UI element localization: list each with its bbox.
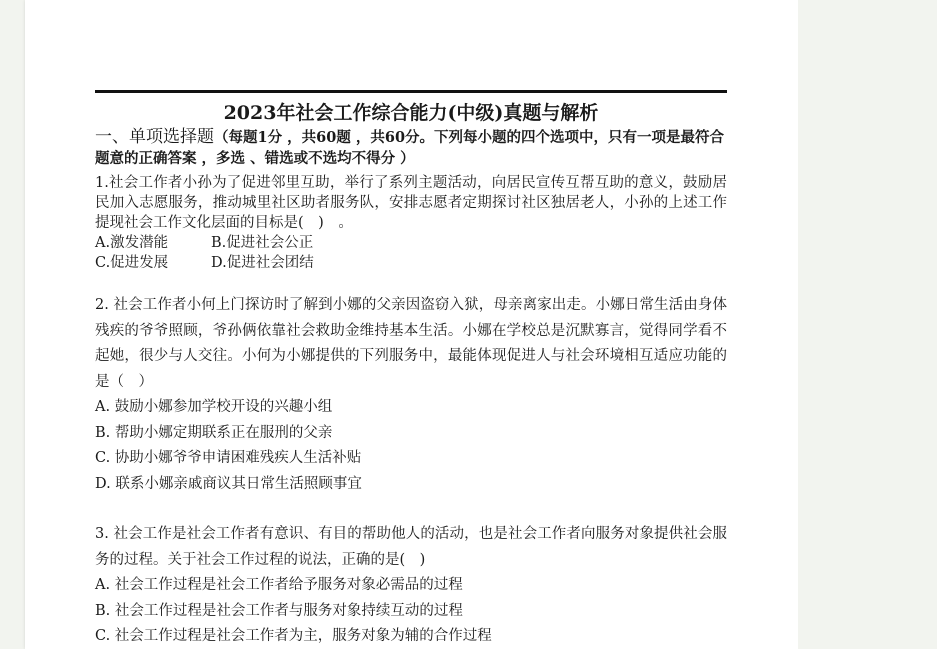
option-d: D. 联系小娜亲戚商议其日常生活照顾事宜 — [95, 475, 362, 492]
option-a: A. 鼓励小娜参加学校开设的兴趣小组 — [95, 399, 333, 415]
option-a: A. 社会工作过程是社会工作者给予服务对象必需品的过程 — [95, 577, 463, 593]
option-c: C. 协助小娜爷爷申请困难残疾人生活补贴 — [95, 450, 362, 466]
option-b: B. 帮助小娜定期联系正在服刑的父亲 — [95, 424, 333, 441]
options-row — [95, 233, 727, 253]
header-rule — [95, 90, 727, 93]
section-heading-main: 一、单项选择题 — [95, 127, 214, 147]
question-text: 2. 社会工作者小何上门探访时了解到小娜的父亲因盗窃入狱，母亲离家出走。小娜日常生活由身体残疾的爷爷照顾，爷孙俩依靠社会救助金维持基本生活。小娜在学校总是沉默寡言，觉得同学看不起她，很少与人交往。小何为小娜提供的下列服务中，最能体现促进人与社会环境相互适应功能的是（ ） — [95, 297, 727, 390]
question-text: 1.社会工作者小孙为了促进邻里互助，举行了系列主题活动，向居民宣传互帮互助的意义，鼓励居民加入志愿服务，推动城里社区助者服务队，安排志愿者定期探讨社区独居老人，小孙的上述工作提现社会工作文化层面的目标是( ) 。 — [95, 175, 727, 231]
option-b: B.促进社会公正 — [211, 235, 314, 251]
option-b: B. 社会工作过程是社会工作者与服务对象持续互动的过程 — [95, 602, 463, 619]
section-heading — [95, 127, 727, 169]
viewer-background — [798, 0, 937, 649]
question-1 — [95, 173, 727, 273]
option-c: C.促进发展 — [95, 255, 169, 271]
option-d: D.促进社会团结 — [211, 255, 314, 271]
page-content — [95, 90, 727, 649]
document-title: 2023年社会工作综合能力(中级)真题与解析 — [223, 102, 599, 124]
question-2 — [95, 293, 727, 497]
question-text: 3. 社会工作是社会工作者有意识、有目的帮助他人的活动，也是社会工作者向服务对象提供社会服务的过程。关于社会工作过程的说法，正确的是( ) — [95, 526, 727, 568]
question-3 — [95, 522, 727, 649]
option-c: C. 社会工作过程是社会工作者为主，服务对象为辅的合作过程 — [95, 628, 492, 644]
options-row — [95, 253, 727, 273]
option-a: A.激发潜能 — [95, 235, 169, 251]
section-heading-note: （每题1分 ，共60题 ，共60分。下列每小题的四个选项中，只有一项是最符合题意的正确答案 ，多选 、错选或不选均不得分 ） — [95, 129, 725, 167]
document-page — [25, 0, 798, 649]
